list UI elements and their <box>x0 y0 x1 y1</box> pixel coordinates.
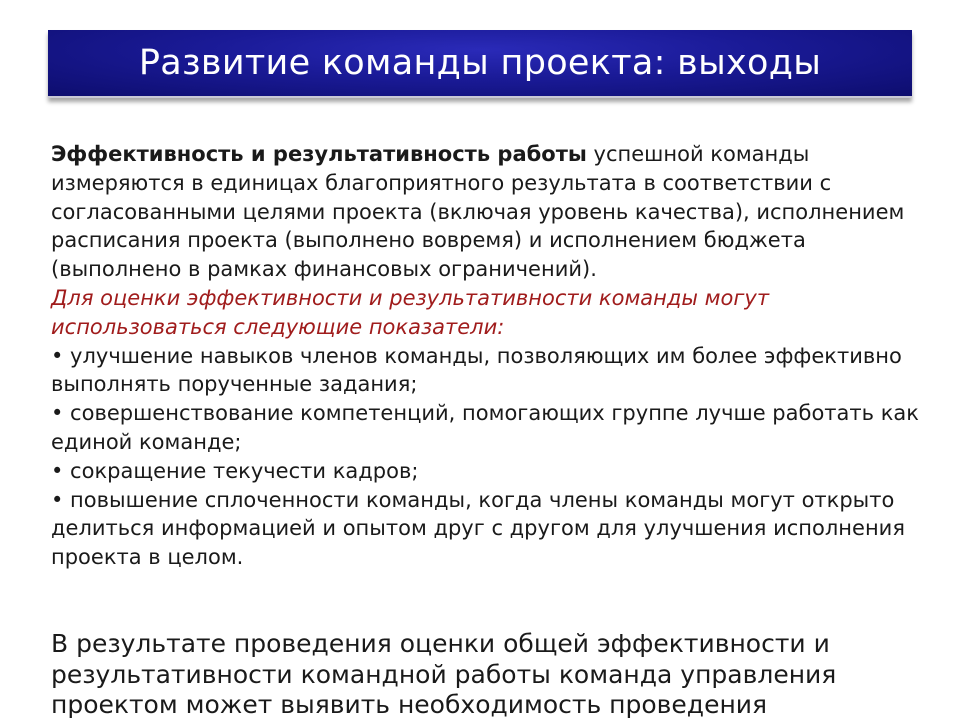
list-item: • повышение сплоченности команды, когда члены команды могут открыто делиться информацией и опытом друг с другом для улучшения исполнения проекта в целом. <box>51 487 905 570</box>
intro-text: успешной команды измеряются в единицах благоприятного результата в соответствии с согласованными целями проекта (включая уровень качества), исполнением расписания проекта (выполнено вовремя) и исполнением бюджета (выполнено в рамках финансовых ограничений). <box>51 142 905 282</box>
intro-bold-phrase: Эффективность и результативность работы <box>51 142 587 166</box>
intro-paragraph <box>51 140 941 284</box>
indicators-list <box>51 342 941 572</box>
indicators-heading: Для оценки эффективности и результативности команды могут использоваться следующие показатели: <box>51 285 770 339</box>
title-banner <box>48 30 912 98</box>
list-item: • сокращение текучести кадров; <box>51 458 419 483</box>
conclusion-paragraph: В результате проведения оценки общей эффективности и результативности командной работы команда управления проектом может выявить необходимость проведения <box>51 629 837 719</box>
list-item: • улучшение навыков членов команды, позволяющих им более эффективно выполнять порученные задания; <box>51 343 902 397</box>
slide-title: Развитие команды проекта: выходы <box>138 43 822 83</box>
slide-body <box>51 140 941 572</box>
list-item: • совершенствование компетенций, помогающих группе лучше работать как единой команде; <box>51 401 919 454</box>
